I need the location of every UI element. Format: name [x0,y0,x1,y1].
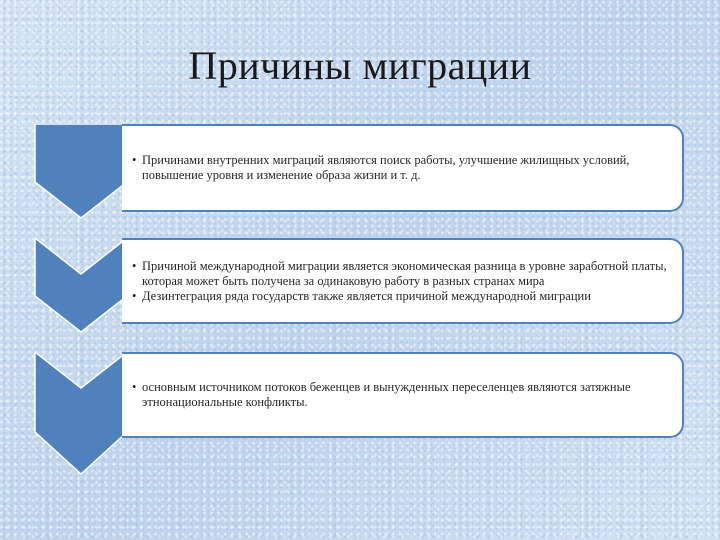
slide-title: Причины миграции [188,43,532,88]
chevron-step-1 [33,124,129,220]
step-2-bullet-2 [122,289,672,304]
bullet-dot-icon: • [132,288,137,303]
bullet-dot-icon: • [132,153,137,167]
step-1-bullet-1 [122,153,672,183]
chevron-step-3 [33,352,129,476]
bullet-dot-icon: • [132,380,137,394]
bullet-text: Причиной международной миграции является экономическая разница в уровне заработной платы, которая может быть получена за одинаковую работу в разных странах мира [142,258,667,288]
bullet-dot-icon: • [132,258,137,273]
step-card-2 [122,238,684,324]
bullet-text: Причинами внутренних миграций являются поиск работы, улучшение жилищных условий, повышение уровня и изменение образа жизни и т. д. [142,153,630,182]
chevron-step-2 [33,238,129,334]
step-2-bullet-1 [122,259,672,289]
step-card-1 [122,124,684,212]
bullet-text: основным источником потоков беженцев и вынужденных переселенцев являются затяжные этнонациональные конфликты. [142,380,631,409]
step-3-bullet-1 [122,380,672,410]
bullet-text: Дезинтеграция ряда государств также является причиной международной миграции [142,288,591,303]
step-card-3 [122,352,684,438]
